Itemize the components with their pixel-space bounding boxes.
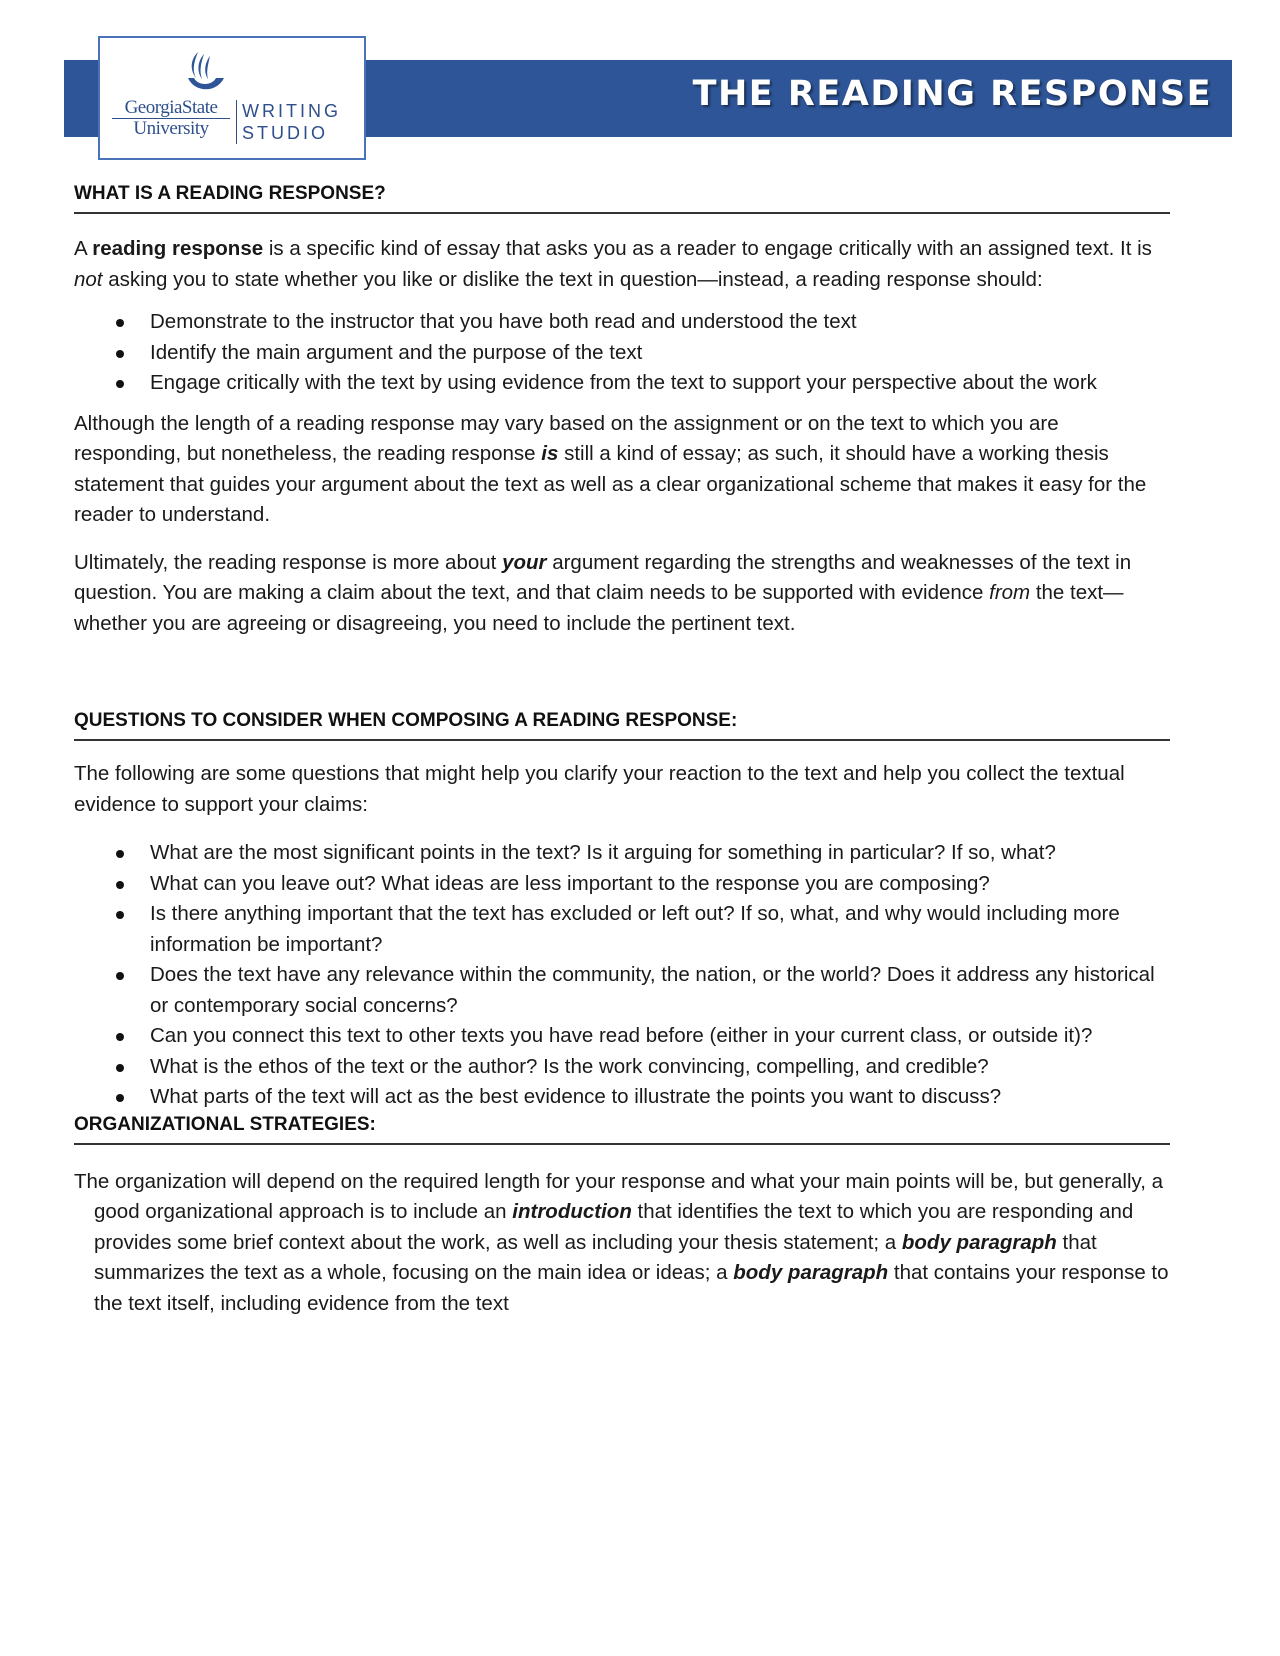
bullet-list: [74, 307, 1170, 399]
paragraph: Ultimately, the reading response is more about your argument regarding the strengths and weaknesses of the text in question. You are making a claim about the text, and that claim needs to be supported with evidence from the text—whether you are agreeing or disagreeing, you need to include the pertinent text.: [74, 550, 1132, 635]
paragraph: The organization will depend on the required length for your response and what your main points will be, but generally, a good organizational approach is to include an introduction that identifies the text to which you are responding and provides some brief context about the work, as well as including your thesis statement; a body paragraph that summarizes the text as a whole, focusing on the main idea or ideas; a body paragraph that contains your response to the text itself, including evidence from the text: [74, 1169, 1169, 1315]
document-body: [74, 182, 1170, 1319]
list-item: What are the most significant points in the text? Is it arguing for something in particular? If so, what?: [74, 838, 1170, 869]
list-item: What can you leave out? What ideas are less important to the response you are composing?: [74, 869, 1170, 900]
document-title: THE READING RESPONSE: [692, 74, 1212, 114]
intro-paragraph: The following are some questions that might help you clarify your reaction to the text and help you collect the textual evidence to support your claims:: [74, 762, 1125, 816]
section-heading: WHAT IS A READING RESPONSE?: [74, 182, 1170, 214]
logo-divider: [236, 100, 237, 144]
gsu-writing-studio-logo: [98, 36, 366, 160]
list-item: What parts of the text will act as the best evidence to illustrate the points you want to discuss?: [74, 1082, 1170, 1113]
paragraph: Although the length of a reading response may vary based on the assignment or on the text to which you are responding, but nonetheless, the reading response is still a kind of essay; as such, it should have a working thesis statement that guides your argument about the text as well as a clear organizational scheme that makes it easy for the reader to understand.: [74, 411, 1147, 526]
section-heading: QUESTIONS TO CONSIDER WHEN COMPOSING A READING RESPONSE:: [74, 709, 1170, 741]
bullet-list: [74, 838, 1170, 1113]
gsu-flame-icon: [180, 48, 228, 96]
writing-studio-wordmark: WRITING STUDIO: [242, 101, 341, 143]
list-item: Engage critically with the text by using evidence from the text to support your perspective about the work: [74, 368, 1170, 399]
list-item: Can you connect this text to other texts you have read before (either in your current class, or outside it)?: [74, 1021, 1170, 1052]
list-item: Is there anything important that the text has excluded or left out? If so, what, and why would including more information be important?: [74, 899, 1170, 960]
section-heading: ORGANIZATIONAL STRATEGIES:: [74, 1113, 1170, 1145]
gsu-wordmark: GeorgiaState University: [112, 98, 230, 138]
intro-paragraph: A reading response is a specific kind of essay that asks you as a reader to engage critically with an assigned text. It is not asking you to state whether you like or dislike the text in question—instead, a reading response should:: [74, 237, 1152, 291]
list-item: What is the ethos of the text or the author? Is the work convincing, compelling, and credible?: [74, 1052, 1170, 1083]
list-item: Demonstrate to the instructor that you have both read and understood the text: [74, 307, 1170, 338]
list-item: Does the text have any relevance within the community, the nation, or the world? Does it address any historical or contemporary social concerns?: [74, 960, 1170, 1021]
list-item: Identify the main argument and the purpose of the text: [74, 338, 1170, 369]
